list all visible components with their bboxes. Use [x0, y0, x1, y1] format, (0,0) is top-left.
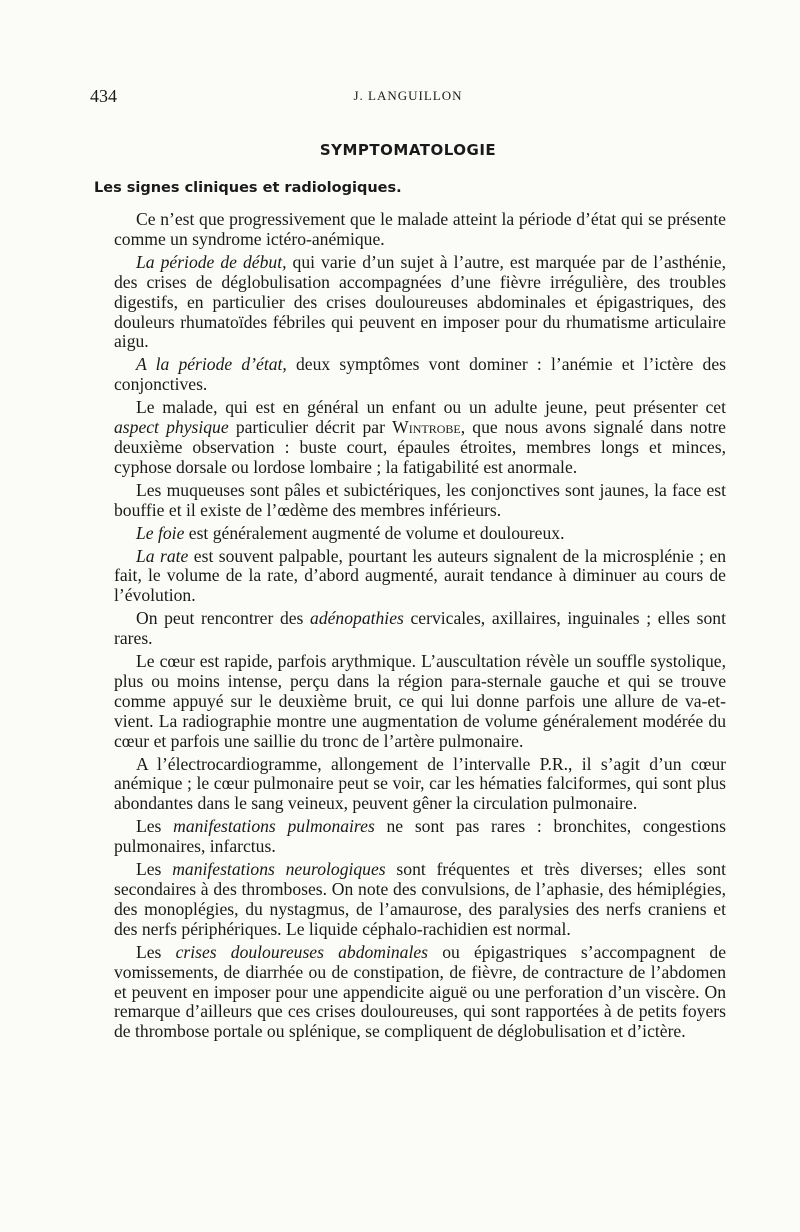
emphasis-text: La rate — [136, 545, 189, 566]
emphasis-text: adénopathies — [310, 608, 404, 629]
page-number: 434 — [90, 86, 117, 106]
paragraph — [114, 398, 726, 478]
text-run: A l’électrocardiogramme, allongement de l’intervalle P.R., il s’agit d’un cœur anémique ; le cœur pulmonaire peut se voir, car les hématies falciformes, qui sont plus abondantes dans le sang veineux, peuvent gêner la circulation pulmonaire. — [114, 753, 726, 814]
paragraph — [114, 609, 726, 649]
text-run: ne sont pas rares : bronchites, congestions pulmonaires, infarctus. — [114, 816, 726, 857]
paragraph — [114, 481, 726, 521]
paragraph — [114, 755, 726, 815]
text-run: cervicales, axillaires, inguinales ; elles sont rares. — [114, 608, 726, 649]
emphasis-text: manifestations pulmonaires — [173, 816, 375, 837]
text-run: Ce n’est que progressivement que le malade atteint la période d’état qui se présente comme un syndrome ictéro-anémique. — [114, 209, 726, 249]
text-run: particulier décrit par — [228, 417, 393, 438]
text-run: qui varie d’un sujet à l’autre, est marquée par de l’asthénie, des crises de déglobulisation accompagnées d’une fièvre irrégulière, des troubles digestifs, en particulier des crises douloureuses abdominales et épigastriques, des douleurs rhumatoïdes fébriles qui peuvent en imposer pour du rhumatisme articulaire aigu. — [114, 251, 726, 352]
emphasis-text: Le foie — [136, 522, 185, 543]
section-title: SYMPTOMATOLOGIE — [319, 141, 497, 159]
paragraph — [114, 253, 726, 353]
text-run: Le cœur est rapide, parfois arythmique. L’auscultation révèle un souffle systolique, plus ou moins intense, perçu dans la région para-sternale gauche et qui se trouve comme appuyé sur le deuxième bruit, ce qui lui donne parfois une allure de va-et-vient. La radiographie montre une augmentation de volume généralement modérée du cœur et parfois une saillie du tronc de l’artère pulmonaire. — [114, 651, 726, 751]
subsection-title: Les signes cliniques et radiologiques. — [94, 180, 402, 196]
running-head — [90, 86, 726, 110]
paragraph — [114, 355, 726, 395]
paragraph — [114, 943, 726, 1043]
text-run: est souvent palpable, pourtant les auteurs signalent de la microsplénie ; en fait, le volume de la rate, d’abord augmenté, aurait tendance à diminuer au cours de l’évolution. — [114, 545, 726, 606]
text-run: sont fréquentes et très diverses; elles sont secondaires à des thromboses. On note des convulsions, de l’aphasie, des hémiplégies, des monoplégies, du nystagmus, de l’amaurose, des paralysies des nerfs craniens et des nerfs périphériques. Le liquide céphalo-rachidien est normal. — [114, 859, 726, 939]
text-run: Les muqueuses sont pâles et subictériques, les conjonctives sont jaunes, la face est bouffie et il existe de l’œdème des membres inférieurs. — [114, 479, 726, 520]
text-run: Les — [136, 859, 173, 880]
emphasis-text: La période de début, — [136, 251, 287, 272]
emphasis-text: crises douloureuses abdominales — [175, 941, 429, 962]
running-head-author: J. LANGUILLON — [353, 88, 463, 103]
emphasis-text: A la période d’état, — [136, 354, 287, 375]
body-text — [114, 210, 726, 1042]
text-run: deux symptômes vont dominer : l’anémie et l’ictère des conjonctives. — [114, 354, 726, 395]
paragraph — [114, 860, 726, 940]
paragraph — [114, 652, 726, 752]
paragraph — [114, 547, 726, 607]
paragraph — [114, 524, 726, 544]
text-run: Le malade, qui est en général un enfant ou un adulte jeune, peut présenter cet — [136, 397, 726, 418]
text-run: est généralement augmenté de volume et douloureux. — [184, 522, 565, 543]
emphasis-text: manifestations neurologiques — [172, 859, 386, 880]
author-name: Wintrobe — [392, 417, 461, 438]
paragraph — [114, 817, 726, 857]
text-run: Les — [136, 941, 176, 962]
text-run: Les — [136, 816, 174, 837]
text-run: , que nous avons signalé dans notre deuxième observation : buste court, épaules étroites, membres longs et minces, cyphose dorsale ou lordose lombaire ; la fatigabilité est anormale. — [114, 417, 726, 477]
text-run: ou épigastriques s’accompagnent de vomissements, de diarrhée ou de constipation, de fièvre, de contracture de l’abdomen et peuvent en imposer pour une appendicite aiguë ou une perforation d’un viscère. On remarque d’ailleurs que ces crises douloureuses, qui sont rapportées à de petits foyers de thrombose portale ou splénique, se compliquent de déglobulisation et d’ictère. — [114, 941, 726, 1042]
emphasis-text: aspect physique — [114, 417, 229, 438]
text-run: On peut rencontrer des — [136, 608, 311, 629]
paragraph — [114, 210, 726, 250]
